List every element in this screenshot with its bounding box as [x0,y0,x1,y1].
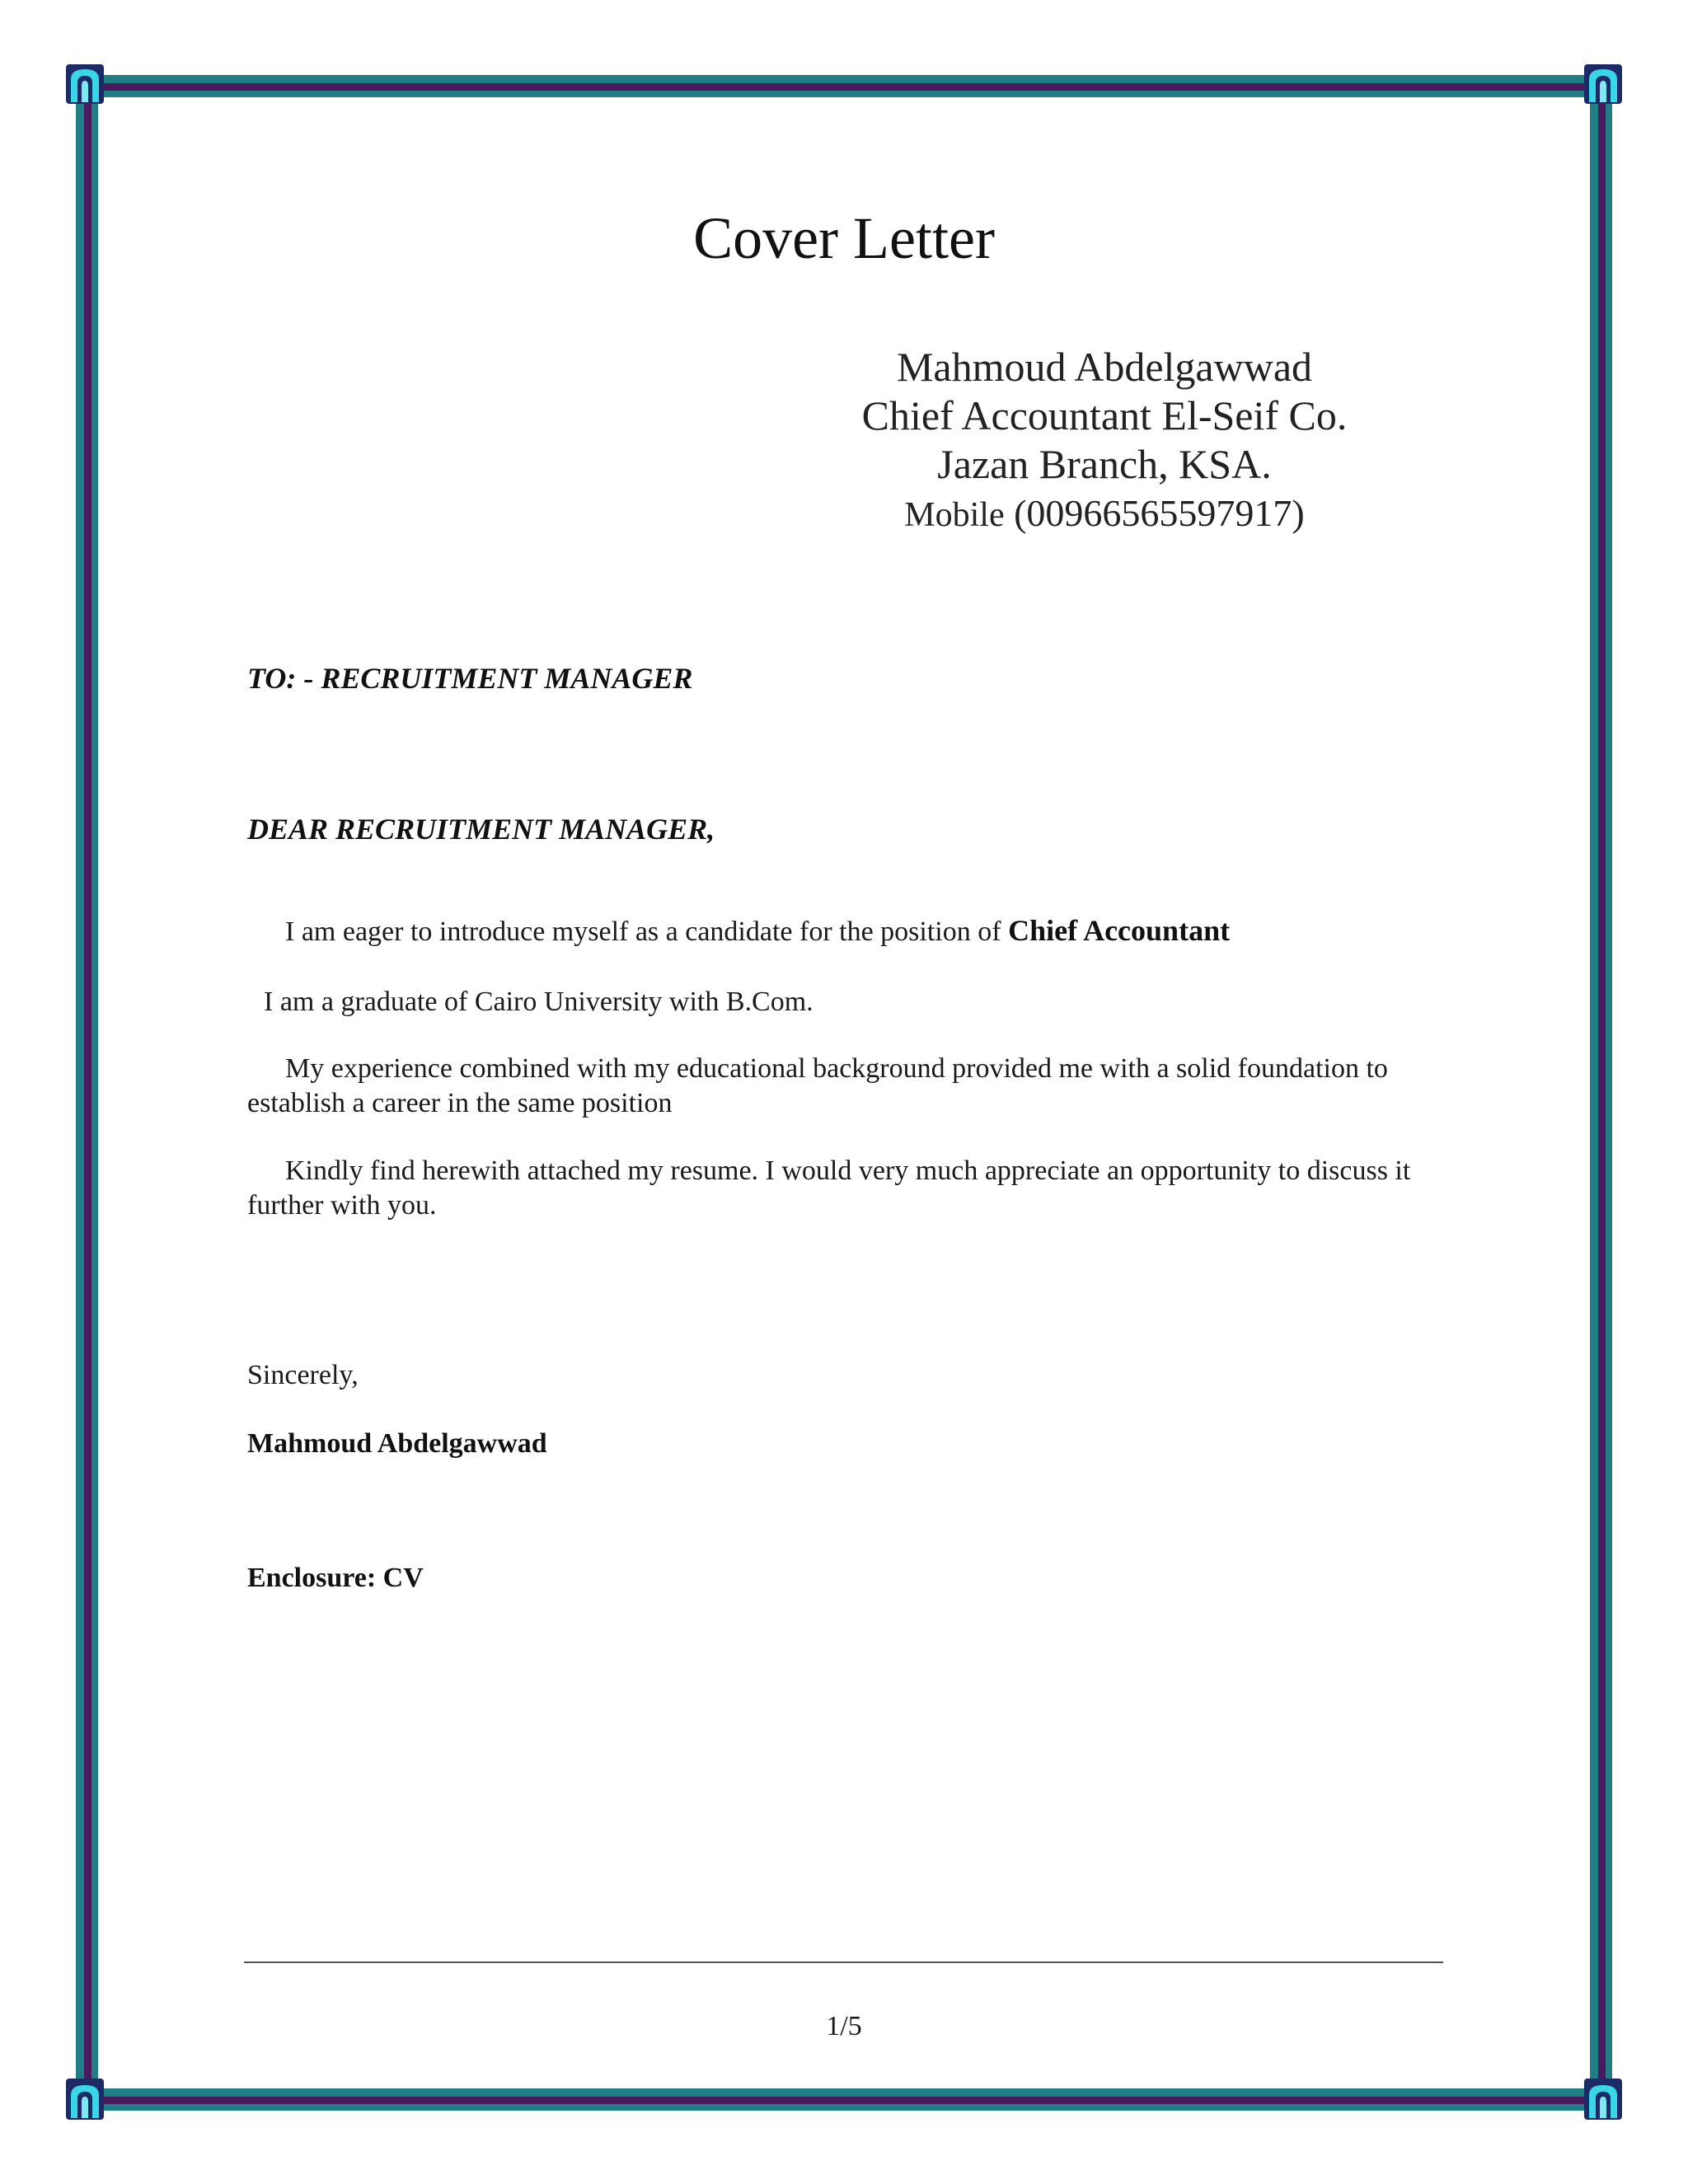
mobile-number: (00966565597917) [1014,492,1305,534]
paragraph-introduction-text: I am eager to introduce myself as a candidate for the position of [285,916,1009,947]
mobile-label: Mobile [904,496,1005,534]
paragraph-education: I am a graduate of Cairo University with B.Com. [264,987,814,1017]
sender-position: Chief Accountant El-Seif Co. [861,392,1348,438]
salutation: DEAR RECRUITMENT MANAGER, [247,813,715,846]
enclosure: Enclosure: CV [247,1563,424,1593]
sender-block [824,343,1385,540]
page-title: Cover Letter [693,205,995,271]
closing: Sincerely, [247,1360,359,1390]
paragraph-resume: Kindly find herewith attached my resume. I would very much appreciate an opportunity to discuss it further with you. [247,1155,1411,1221]
sender-branch: Jazan Branch, KSA. [937,441,1272,487]
page-number: 1/5 [826,2011,862,2041]
sender-mobile [824,489,1385,540]
signature-name: Mahmoud Abdelgawwad [247,1428,547,1459]
footer-divider [244,1961,1443,1963]
sender-name: Mahmoud Abdelgawwad [896,344,1313,390]
position-emphasis: Chief Accountant [1008,914,1231,947]
recipient-line: TO: - RECRUITMENT MANAGER [247,662,693,695]
paragraph-experience: My experience combined with my educational background provided me with a solid foundation to establish a career in the same position [247,1053,1388,1118]
paragraph-introduction [247,913,1451,949]
